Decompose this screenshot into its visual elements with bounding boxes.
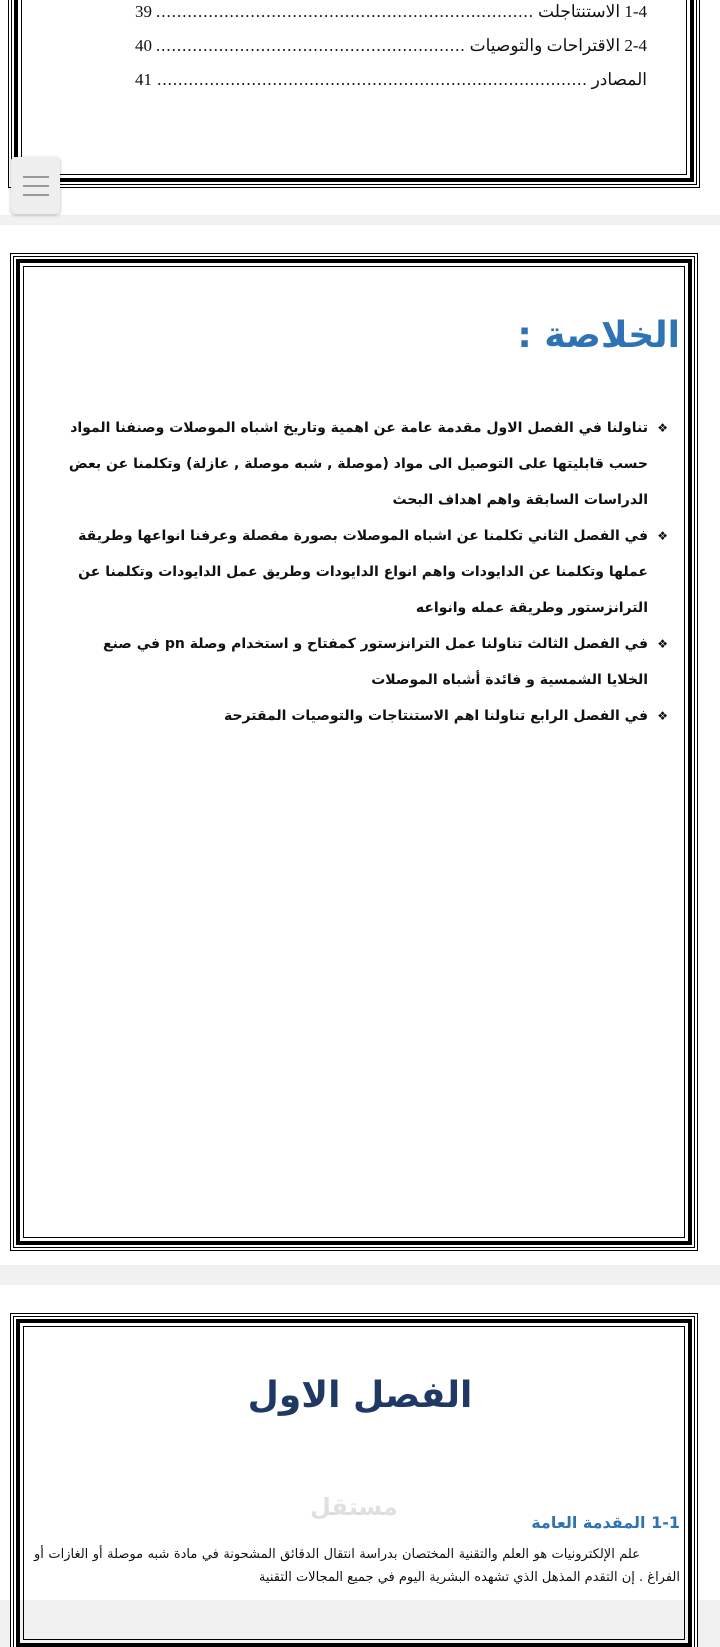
page-border (16, 1319, 692, 1647)
summary-bullet: ❖ تناولنا في الفصل الاول مقدمة عامة عن اهمية وتاريخ اشباه الموصلات وصنفنا المواد حسب قابليتها على التوصيل الى مواد (موصلة , شبه موصلة , عازلة) وتكلمنا عن بعض الدراسات السابقة واهم اهداف البحث (40, 410, 668, 518)
hamburger-icon (23, 176, 49, 178)
page-border (16, 259, 692, 1245)
leader-dots (156, 2, 534, 22)
leader-dots (156, 36, 466, 56)
toc-row[interactable]: 2-4 الاقتراحات والتوصيات ..... 40 (135, 36, 647, 56)
toc-row[interactable]: 1-4 الاستنتاجلت ..... 39 (135, 2, 647, 22)
summary-bullet: ❖ في الفصل الثاني تكلمنا عن اشباه الموصلات بصورة مفصلة وعرفنا انواعها وطريقة عملها وتكلمنا عن الدايودات واهم انواع الدايودات وطريق عمل الدايودات وتكلمنا عن الترانزستور وطريقة عمله وانواعه (40, 518, 668, 626)
chapter-title: الفصل الاول (247, 1375, 473, 1416)
leader-dots (156, 70, 588, 90)
menu-button[interactable] (11, 157, 60, 214)
summary-bullet: ❖ في الفصل الرابع تناولنا اهم الاستنتاجات والتوصيات المقترحة (40, 698, 668, 734)
toc-row[interactable]: المصادر ..... 41 (135, 70, 647, 90)
page-summary (0, 225, 720, 1265)
section-heading: 1-1 المقدمة العامة (531, 1513, 680, 1532)
hamburger-line (23, 185, 49, 187)
hamburger-line (23, 194, 49, 196)
page-toc (0, 0, 720, 215)
watermark: مستقل (310, 1493, 398, 1521)
body-paragraph: علم الإلكترونيات هو العلم والتقنية المختصان بدراسة انتقال الدقائق المشحونة في مادة شبه موصلة أو الغازات أو الفراغ . إن التقدم المذهل الذي تشهده البشرية اليوم في جميع المجالات التقنية (34, 1547, 680, 1585)
summary-title: الخلاصة : (517, 315, 680, 356)
page-border (14, 0, 694, 182)
page-chapter-one (0, 1285, 720, 1600)
summary-list (40, 410, 668, 734)
summary-bullet: ❖ في الفصل الثالث تناولنا عمل الترانزستور كمفتاح و استخدام وصلة pn في صنع الخلايا الشمسية و فائدة أشباه الموصلات (70, 626, 668, 698)
